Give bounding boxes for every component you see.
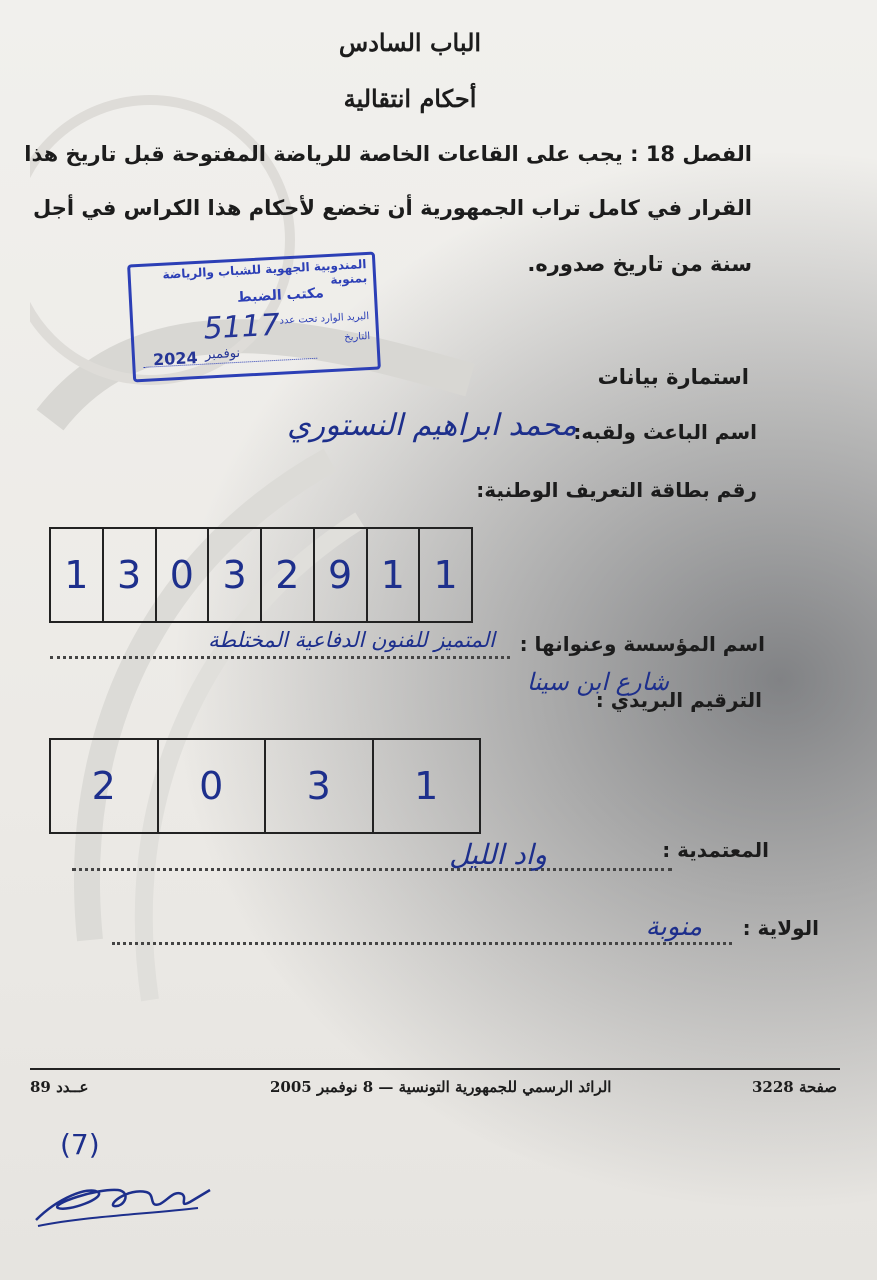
id-label: رقم بطاقة التعريف الوطنية: — [476, 478, 757, 502]
id-digit: 1 — [366, 529, 419, 621]
institution-dotted-line — [50, 656, 510, 659]
article-line-3: سنة من تاريخ صدوره. — [527, 252, 752, 276]
researcher-label: اسم الباعث ولقبه: — [573, 420, 757, 444]
postal-code-boxes — [49, 738, 481, 834]
registry-stamp — [127, 252, 381, 383]
postal-label: الترقيم البريدي : — [595, 688, 762, 712]
delegation-label: المعتمدية : — [662, 838, 769, 862]
article-line-1: الفصل 18 : يجب على القاعات الخاصة للرياضة المفتوحة قبل تاريخ هذا — [24, 142, 752, 166]
governorate-label: الولاية : — [742, 916, 819, 940]
stamp-number: 5117 — [202, 307, 281, 347]
governorate-value: منوبة — [645, 912, 702, 942]
form-title: استمارة بيانات — [597, 365, 749, 389]
governorate-dotted-line — [112, 942, 732, 945]
institution-label: اسم المؤسسة وعنوانها : — [519, 632, 765, 656]
postal-digit: 3 — [264, 740, 372, 832]
id-digit: 1 — [64, 553, 89, 597]
id-number-boxes — [49, 527, 473, 623]
institution-value: المتميز للفنون الدفاعية المختلطة — [208, 628, 495, 652]
postal-digit: 2 — [91, 764, 116, 808]
stamp-line-1: المندوبية الجهوية للشباب والرياضة بمنوبة — [162, 257, 368, 287]
section-title: أحكام انتقالية — [343, 84, 477, 113]
stamp-line-2: مكتب الضبط — [236, 285, 325, 306]
id-digit: 1 — [418, 529, 471, 621]
postal-digit: 1 — [372, 740, 480, 832]
signature-icon — [28, 1168, 218, 1236]
id-digit: 3 — [207, 529, 260, 621]
footer-issue: عــدد 89 — [30, 1078, 89, 1096]
footer-journal: الرائد الرسمي للجمهورية التونسية — 8 نوفمبر 2005 — [270, 1078, 612, 1096]
postal-digit: 0 — [157, 740, 265, 832]
article-line-2: القرار في كامل تراب الجمهورية أن تخضع لأحكام هذا الكراس في أجل — [32, 196, 752, 220]
id-digit: 3 — [102, 529, 155, 621]
id-digit: 0 — [155, 529, 208, 621]
id-digit: 2 — [260, 529, 313, 621]
institution-address: شارع ابن سينا — [526, 668, 669, 696]
id-digit: 9 — [313, 529, 366, 621]
delegation-dotted-line — [72, 868, 672, 871]
researcher-value: محمد ابراهيم النستوري — [287, 408, 577, 443]
footer-page-number: صفحة 3228 — [751, 1078, 837, 1096]
annotation-number: (7) — [60, 1128, 100, 1161]
chapter-title: الباب السادس — [338, 28, 482, 57]
stamp-line-4: التاريخ — [343, 330, 371, 344]
stamp-year: 2024 — [152, 348, 199, 370]
stamp-month: نوفمبر — [204, 345, 241, 363]
delegation-value: واد الليل — [449, 838, 547, 871]
footer-rule — [30, 1068, 840, 1070]
stamp-line-3: البريد الوارد تحت عدد — [279, 310, 370, 327]
